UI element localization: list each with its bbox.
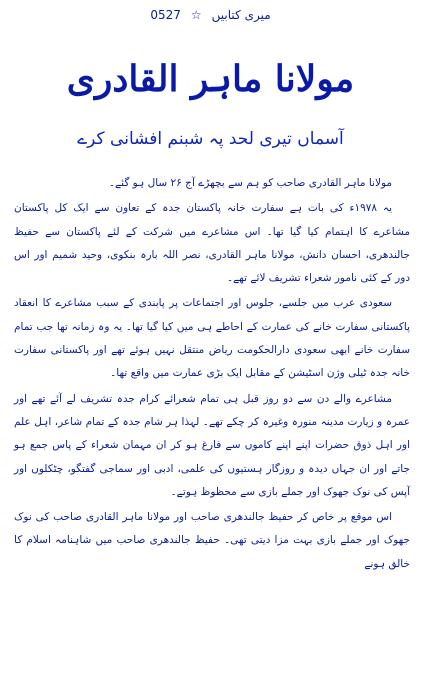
paragraph-5: اس موقع پر خاص کر حفیظ جالندھری صاحب اور مولانا ماہر القادری صاحب کی نوک جھوک اور جملے بازی بہت مزا دیتی تھی۔ حفیظ جالندھری صاحب میں شاہنامہ اسلام کا خالق ہونے [14, 511, 410, 570]
page-title: مولانا ماہر القادری [66, 58, 355, 100]
series-label: میری کتابیں [211, 8, 271, 22]
star-icon: ☆ [190, 8, 202, 22]
document-code: 0527 [150, 8, 181, 22]
paragraph-3: سعودی عرب میں جلسے، جلوس اور اجتماعات پر پابندی کے سبب مشاعرے کا انعقاد پاکستانی سفارت خانے کی عمارت کے احاطے ہی میں کیا گیا تھا۔ یہ وہ زمانہ تھا جب تمام سفارت خانے ابھی سعودی دارالحکومت ریاض منتقل نہیں ہوئے تھے اور پاکستانی سفارت خانہ جدہ ٹیلی وژن اسٹیشن کے مقابل ایک بڑی عمارت میں واقع تھا۔ [14, 297, 410, 380]
paragraph-1: مولانا ماہر القادری صاحب کو ہم سے بچھڑے آج ۲۶ سال ہو گئے۔ [108, 177, 392, 189]
page-header [0, 8, 421, 22]
page-subtitle: آسماں تیری لحد پہ شبنم افشانی کرے [77, 129, 344, 149]
article-body [14, 172, 410, 576]
paragraph-4: مشاعرے والے دن سے دو روز قبل ہی تمام شعرائے کرام جدہ تشریف لے آئے تھے اور عمرہ و زیارت مدینہ منورہ وغیرہ کر چکے تھے۔ لہذا ہر شام جدہ کے تمام شاعر، اہل علم اور اہل ذوق حضرات اپنے اپنے کاموں سے فارغ ہو کر ان مہمان شعراء کے پاس جمع ہو جاتے اور ان جہاں دیدہ و روزگار ہستیوں کی علمی، ادبی اور سماجی گفتگو، چٹکلوں اور آپس کی نوک جھوک اور جملے بازی سے محظوظ ہوتے۔ [14, 392, 410, 498]
paragraph-2: یہ ۱۹۷۸ء کی بات ہے سفارت خانہ پاکستان جدہ کے تعاون سے ایک کل پاکستان مشاعرے کا اہتمام کیا گیا تھا۔ اس مشاعرے میں شرکت کے لئے پاکستان سے حفیظ جالندھری، احسان دانش، مولانا ماہر القادری، نصر اللہ بارہ بنکوی، وحید شمیم اور اس دور کے کئی نامور شعراء تشریف لائے تھے۔ [14, 202, 410, 285]
